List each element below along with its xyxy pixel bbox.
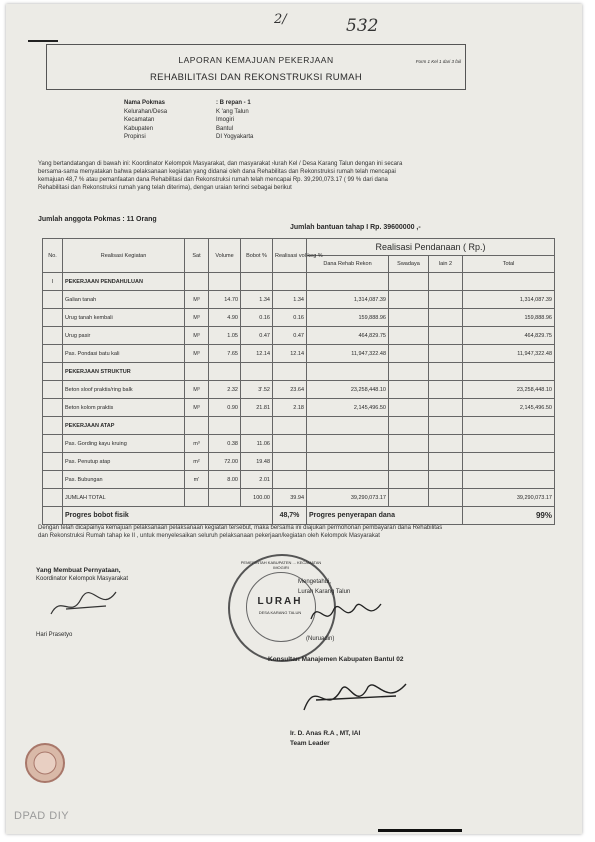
stamp-ring-text: PEMERINTAH KABUPATEN ... KECAMATAN IMOGIRI (240, 560, 322, 570)
realization-cell (273, 453, 307, 471)
empty-cell (307, 273, 389, 291)
total-fund: 39,290,073.17 (307, 489, 389, 507)
kabupaten-value: Bantul (216, 125, 234, 132)
propinsi-label: Propinsi (124, 134, 146, 140)
empty-cell (43, 399, 63, 417)
empty-cell (273, 417, 307, 435)
leader-name: Ir. D. Anas R.A , MT, IAI (290, 730, 361, 737)
empty-cell (43, 327, 63, 345)
kecamatan-label: Kecamatan (124, 117, 155, 123)
fund-cell: 23,258,448.10 (307, 381, 389, 399)
section-number: I (43, 273, 63, 291)
table-row (43, 345, 555, 363)
table-row (43, 435, 555, 453)
activity-cell: Urug tanah kembali (63, 309, 185, 327)
grand-total: 39,290,073.17 (463, 489, 555, 507)
lain-cell (429, 435, 463, 453)
header-lain2: lain 2 (429, 256, 463, 273)
maker-role: Koordinator Kelompok Masyarakat (36, 576, 129, 582)
lain-cell (429, 471, 463, 489)
activity-cell: Galian tanah (63, 291, 185, 309)
swadaya-cell (389, 453, 429, 471)
empty-cell (463, 363, 555, 381)
document-sheet (6, 4, 582, 834)
empty-cell (43, 489, 63, 507)
section-label: PEKERJAAN STRUKTUR (63, 363, 185, 381)
empty-cell (463, 417, 555, 435)
lurah-signature (306, 594, 386, 634)
lain-cell (429, 345, 463, 363)
volume-cell: 0.38 (209, 435, 241, 453)
total-cell: 2,145,496.50 (463, 399, 555, 417)
empty-cell (429, 363, 463, 381)
total-cell: 1,314,087.39 (463, 291, 555, 309)
weight-cell: 3'.52 (241, 381, 273, 399)
volume-cell: 8.00 (209, 471, 241, 489)
report-subtitle: REHABILITASI DAN REKONSTRUKSI RUMAH (150, 72, 362, 83)
total-weight: 100.00 (241, 489, 273, 507)
realization-cell (273, 435, 307, 453)
total-cell (463, 453, 555, 471)
realization-cell: 0.16 (273, 309, 307, 327)
volume-cell: 0.90 (209, 399, 241, 417)
empty-cell (43, 291, 63, 309)
table-row (43, 399, 555, 417)
header-volume: Volume (209, 239, 241, 273)
empty-cell (43, 345, 63, 363)
volume-cell: 4.90 (209, 309, 241, 327)
swadaya-cell (389, 381, 429, 399)
desa-label: Kelurahan/Desa (124, 108, 168, 115)
stamp-center-subtext: DESA KARANG TALUN (258, 610, 302, 615)
pokmas-value: : B repan - 1 (216, 100, 251, 106)
activity-cell: Pas. Gording kayu kruing (63, 435, 185, 453)
table-row (43, 471, 555, 489)
unit-cell: M³ (185, 399, 209, 417)
lain-cell (429, 381, 463, 399)
swadaya-cell (389, 399, 429, 417)
realization-cell: 1.34 (273, 291, 307, 309)
aid-amount: Jumlah bantuan tahap I Rp. 39600000 ,- (290, 224, 421, 231)
total-cell (463, 471, 555, 489)
realization-cell: 2.18 (273, 399, 307, 417)
activity-cell: Pas. Penutup atap (63, 453, 185, 471)
kabupaten-label: Kabupaten (124, 125, 154, 132)
progress-dana-value: 99% (463, 507, 555, 525)
report-title: LAPORAN KEMAJUAN PEKERJAAN (178, 55, 334, 65)
statement-line: kemajuan 48,7 % atau pemanfaatan dana Rehabilitasi dan Rekonstruksi rumah telah mencapai Rp. 39,290,073.17 ( 99 % dari dana (38, 177, 388, 183)
leader-role: Team Leader (290, 740, 330, 747)
watermark: DPAD DIY (14, 810, 70, 822)
section-label: PEKERJAAN ATAP (63, 417, 185, 435)
empty-cell (185, 363, 209, 381)
progress-fisik-value: 48,7% (273, 507, 307, 525)
empty-cell (429, 489, 463, 507)
unit-cell: M³ (185, 291, 209, 309)
activity-cell: Urug pasir (63, 327, 185, 345)
lain-cell (429, 309, 463, 327)
section-number (43, 363, 63, 381)
empty-cell (43, 471, 63, 489)
volume-cell: 14.70 (209, 291, 241, 309)
progress-table (42, 238, 555, 525)
empty-cell (185, 273, 209, 291)
volume-cell: 72.00 (209, 453, 241, 471)
header-total: Total (463, 256, 555, 273)
unit-cell: M³ (185, 309, 209, 327)
volume-cell: 2.32 (209, 381, 241, 399)
total-cell: 159,888.96 (463, 309, 555, 327)
empty-cell (389, 489, 429, 507)
section-label: PEKERJAAN PENDAHULUAN (63, 273, 185, 291)
handwritten-number-right: 532 (346, 16, 379, 36)
pen-mark (28, 40, 58, 42)
unit-cell: M³ (185, 327, 209, 345)
empty-cell (209, 273, 241, 291)
empty-cell (43, 309, 63, 327)
maker-name: Hari Prasetyo (36, 632, 73, 638)
lain-cell (429, 399, 463, 417)
progress-row (43, 507, 555, 525)
fund-cell: 1,314,087.39 (307, 291, 389, 309)
empty-cell (307, 417, 389, 435)
handwritten-number-left: 2/ (274, 12, 287, 27)
header-swadaya: Swadaya (389, 256, 429, 273)
maker-signature (46, 584, 136, 624)
unit-cell: m³ (185, 435, 209, 453)
empty-cell (429, 273, 463, 291)
empty-cell (43, 435, 63, 453)
closing-line: Dengan telah dicapainya kemajuan pelaksanaan pelaksanaan kegiatan tersebut, maka bersama ini diajukan permohonan pembayaran dana Rehabilitas (38, 525, 443, 531)
desa-value: K 'ang Talun (216, 108, 249, 115)
fund-cell: 2,145,496.50 (307, 399, 389, 417)
weight-cell: 1.34 (241, 291, 273, 309)
progress-dana-label: Progres penyerapan dana (307, 507, 463, 525)
fund-cell: 11,947,322.48 (307, 345, 389, 363)
weight-cell: 11.06 (241, 435, 273, 453)
weight-cell: 0.47 (241, 327, 273, 345)
stamp-center-text: LURAH (257, 596, 303, 607)
table-row (43, 381, 555, 399)
volume-cell: 1.05 (209, 327, 241, 345)
total-row (43, 489, 555, 507)
table-row (43, 309, 555, 327)
unit-cell: m' (185, 471, 209, 489)
empty-cell (241, 273, 273, 291)
empty-cell (273, 363, 307, 381)
volume-cell: 7.65 (209, 345, 241, 363)
lain-cell (429, 453, 463, 471)
statement-line: bersama-sama menyatakan bahwa pelaksanaan kegiatan yang didanai oleh dana Rehabilitas dan Rekonstruksi rumah telah mencapai (38, 169, 396, 175)
realization-cell: 12.14 (273, 345, 307, 363)
bottom-bar (378, 829, 462, 832)
header-pendanaan: Realisasi Pendanaan ( Rp.) (307, 239, 555, 256)
total-realization: 39.94 (273, 489, 307, 507)
table-row (43, 453, 555, 471)
empty-cell (307, 363, 389, 381)
empty-cell (209, 489, 241, 507)
table-row (43, 291, 555, 309)
unit-cell: M³ (185, 381, 209, 399)
activity-cell: Beton sloof praktis/ring balk (63, 381, 185, 399)
section-row (43, 363, 555, 381)
know-role: Lurah Karang Talun (298, 589, 351, 595)
total-cell: 464,829.75 (463, 327, 555, 345)
fund-cell (307, 471, 389, 489)
swadaya-cell (389, 327, 429, 345)
header-bobot: Bobot % (241, 239, 273, 273)
statement-line: Rehabilitasi dan Rekonstruksi rumah yang telah diterima), dengan uraian terinci sebagai berikut (38, 185, 292, 191)
realization-cell: 23.64 (273, 381, 307, 399)
fund-cell: 464,829.75 (307, 327, 389, 345)
lain-cell (429, 291, 463, 309)
weight-cell: 0.16 (241, 309, 273, 327)
swadaya-cell (389, 435, 429, 453)
header-sat: Sat (185, 239, 209, 273)
swadaya-cell (389, 309, 429, 327)
activity-cell: Pas. Pondasi batu kali (63, 345, 185, 363)
statement-paragraph (38, 160, 558, 192)
info-values (216, 99, 253, 142)
header-no: No. (43, 239, 63, 273)
empty-cell (463, 273, 555, 291)
unit-cell: m² (185, 453, 209, 471)
know-title: Mengetahui, (298, 579, 332, 585)
swadaya-cell (389, 471, 429, 489)
closing-line: dan Rekonstruksi Rumah tahap ke II , untuk menyelesaikan seluruh pelaksanaan pekerjaan/kegiatan oleh Kelompok Masyarakat (38, 533, 380, 539)
empty-cell (241, 363, 273, 381)
section-number (43, 417, 63, 435)
empty-cell (209, 363, 241, 381)
leader-signature (296, 672, 416, 722)
consultant-label: Konsultan Manajemen Kabupaten Bantul 02 (268, 656, 404, 663)
empty-cell (429, 417, 463, 435)
empty-cell (389, 273, 429, 291)
swadaya-cell (389, 291, 429, 309)
realization-cell (273, 471, 307, 489)
fund-cell (307, 453, 389, 471)
weight-cell: 12.14 (241, 345, 273, 363)
total-cell: 11,947,322.48 (463, 345, 555, 363)
empty-cell (185, 489, 209, 507)
know-name: (Nuruadin) (306, 636, 335, 642)
empty-cell (43, 507, 63, 525)
title-box (46, 44, 466, 90)
header-realisasi_vol: Realisasi vol keg % (273, 239, 307, 273)
section-row (43, 417, 555, 435)
progress-fisik-label: Progres bobot fisik (63, 507, 273, 525)
section-row (43, 273, 555, 291)
total-label: JUMLAH TOTAL (63, 489, 185, 507)
info-labels (124, 99, 167, 142)
activity-cell: Pas. Bubungan (63, 471, 185, 489)
empty-cell (43, 453, 63, 471)
weight-cell: 2.01 (241, 471, 273, 489)
weight-cell: 19.48 (241, 453, 273, 471)
statement-line: Yang bertandatangan di bawah ini: Koordinator Kelompok Masyarakat, dan masyarakat ›lurah Kel / Desa Karang Talun dengan ini secara (38, 161, 403, 167)
pokmas-label: Nama Pokmas (124, 100, 166, 106)
header-kegiatan: Realisasi Kegiatan (63, 239, 185, 273)
header-dana_rehab: Dana Rehab Rekon (307, 256, 389, 273)
fund-cell: 159,888.96 (307, 309, 389, 327)
empty-cell (43, 381, 63, 399)
empty-cell (389, 417, 429, 435)
maker-title: Yang Membuat Pernyataan, (36, 567, 121, 574)
table-header-row (43, 239, 555, 256)
table-row (43, 327, 555, 345)
fund-cell (307, 435, 389, 453)
lain-cell (429, 327, 463, 345)
weight-cell: 21.81 (241, 399, 273, 417)
empty-cell (273, 273, 307, 291)
realization-cell: 0.47 (273, 327, 307, 345)
form-tag: Form 1 Kel 1 dari 3 fail (415, 59, 461, 64)
empty-cell (209, 417, 241, 435)
activity-cell: Beton kolom praktis (63, 399, 185, 417)
closing-paragraph (38, 524, 558, 540)
total-cell (463, 435, 555, 453)
members-count: Jumlah anggota Pokmas : 11 Orang (38, 216, 157, 223)
total-cell: 23,258,448.10 (463, 381, 555, 399)
kecamatan-value: Imogiri (216, 117, 235, 123)
empty-cell (185, 417, 209, 435)
unit-cell: M³ (185, 345, 209, 363)
empty-cell (241, 417, 273, 435)
swadaya-cell (389, 345, 429, 363)
empty-cell (389, 363, 429, 381)
propinsi-value: DI Yogyakarta (216, 134, 254, 140)
seal-logo (24, 742, 66, 784)
